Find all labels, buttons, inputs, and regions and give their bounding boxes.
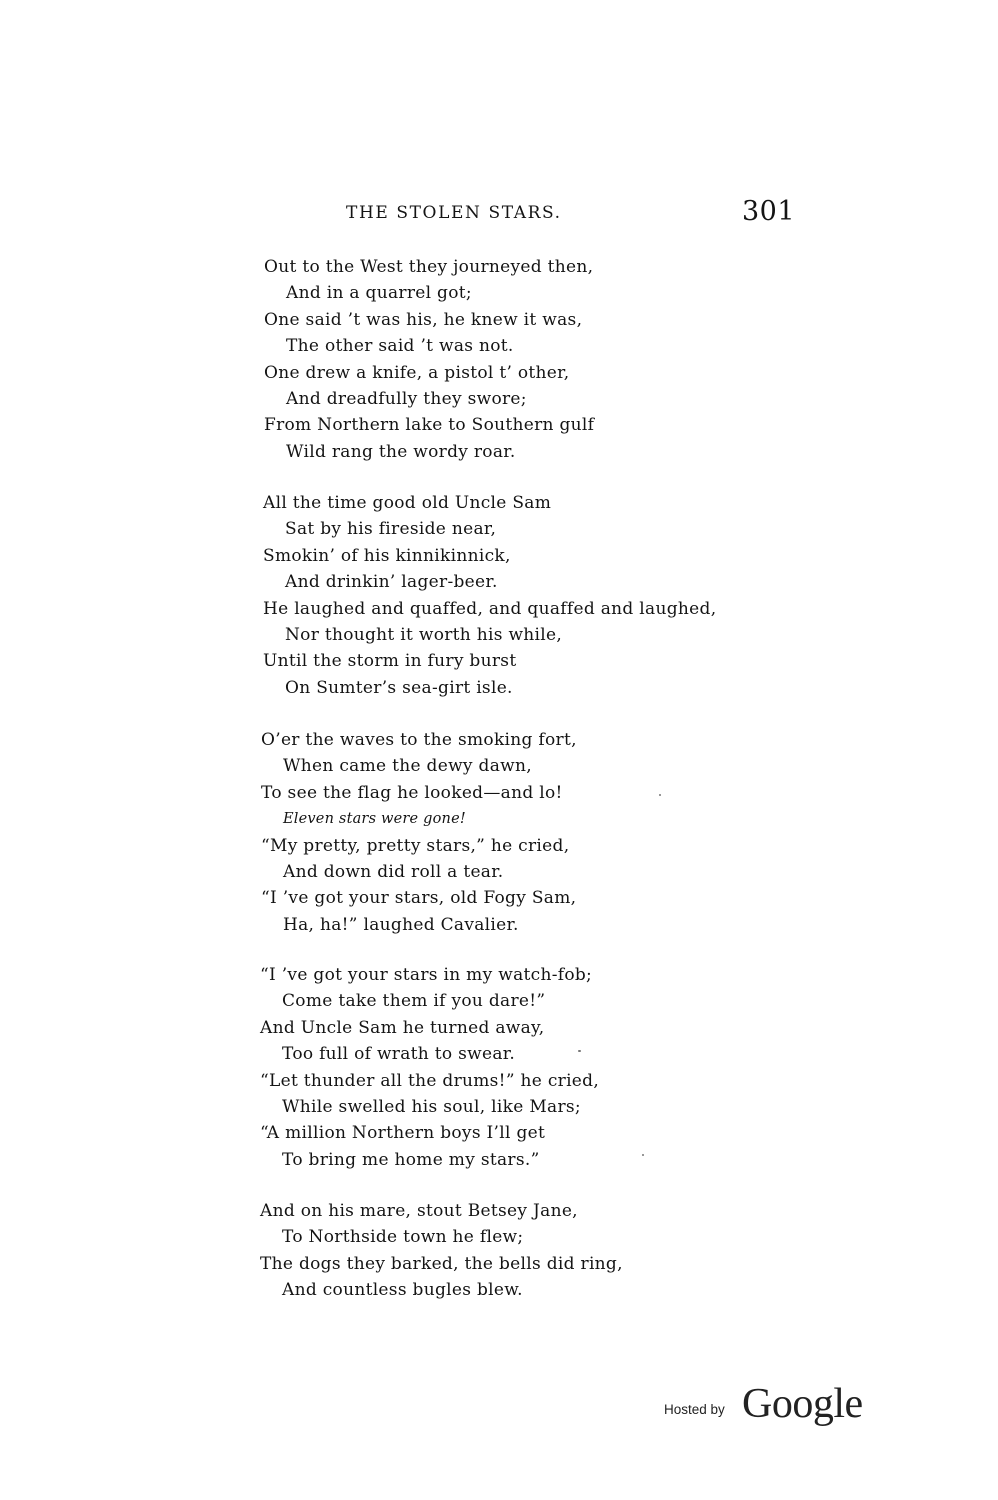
verse-line: Nor thought it worth his while, bbox=[285, 624, 563, 645]
scan-speck bbox=[578, 1050, 581, 1052]
verse-line: From Northern lake to Southern gulf bbox=[264, 415, 595, 436]
stanza-3 bbox=[261, 727, 577, 938]
verse-line: One drew a knife, a pistol t’ other, bbox=[264, 362, 570, 383]
hosted-by-text: Hosted by bbox=[664, 1402, 725, 1417]
verse-line: And on his mare, stout Betsey Jane, bbox=[260, 1201, 578, 1221]
verse-line-italic: Eleven stars were gone! bbox=[283, 811, 466, 828]
verse-line: All the time good old Uncle Sam bbox=[263, 493, 552, 513]
verse-line: “I ’ve got your stars, old Fogy Sam, bbox=[261, 888, 577, 909]
verse-line: On Sumter’s sea-girt isle. bbox=[285, 677, 513, 698]
verse-line: “I ’ve got your stars in my watch-fob; bbox=[260, 965, 593, 985]
scan-speck bbox=[659, 794, 661, 796]
verse-line: Out to the West they journeyed then, bbox=[264, 257, 594, 277]
verse-line: Ha, ha!” laughed Cavalier. bbox=[283, 914, 519, 935]
verse-line: To see the flag he looked—and lo! bbox=[261, 782, 563, 803]
page-number: 301 bbox=[742, 196, 796, 227]
verse-line: And drinkin’ lager-beer. bbox=[285, 572, 498, 593]
verse-line: “Let thunder all the drums!” he cried, bbox=[260, 1070, 600, 1091]
verse-line: Until the storm in fury burst bbox=[263, 651, 517, 672]
google-wordmark: Google bbox=[742, 1381, 863, 1427]
running-title: THE STOLEN STARS. bbox=[346, 203, 562, 223]
verse-line: The other said ’t was not. bbox=[286, 336, 514, 357]
verse-line: To bring me home my stars.” bbox=[282, 1149, 540, 1170]
verse-line: “A million Northern boys I’ll get bbox=[260, 1123, 546, 1144]
stanza-1 bbox=[264, 254, 594, 465]
verse-line: And dreadfully they swore; bbox=[286, 388, 527, 409]
stanza-2 bbox=[263, 490, 716, 701]
verse-line: O’er the waves to the smoking fort, bbox=[261, 730, 577, 750]
verse-line: Come take them if you dare!” bbox=[282, 991, 546, 1012]
verse-line: He laughed and quaffed, and quaffed and laughed, bbox=[263, 598, 717, 619]
verse-line: And in a quarrel got; bbox=[286, 283, 472, 304]
verse-line: When came the dewy dawn, bbox=[283, 756, 532, 777]
stanza-4 bbox=[260, 962, 599, 1173]
scan-speck bbox=[642, 1154, 644, 1156]
stanza-5 bbox=[260, 1198, 623, 1304]
verse-line: Too full of wrath to swear. bbox=[282, 1044, 516, 1065]
verse-line: To Northside town he flew; bbox=[282, 1227, 524, 1248]
verse-line: The dogs they barked, the bells did ring, bbox=[260, 1253, 623, 1274]
verse-line: Sat by his fireside near, bbox=[285, 519, 497, 540]
verse-line: “My pretty, pretty stars,” he cried, bbox=[261, 835, 570, 856]
verse-line: One said ’t was his, he knew it was, bbox=[264, 309, 583, 330]
verse-line: Wild rang the wordy roar. bbox=[286, 441, 516, 462]
verse-line: And down did roll a tear. bbox=[283, 861, 504, 882]
verse-line: And Uncle Sam he turned away, bbox=[260, 1017, 545, 1038]
verse-line: And countless bugles blew. bbox=[282, 1280, 523, 1301]
verse-line: Smokin’ of his kinnikinnick, bbox=[263, 545, 511, 566]
verse-line: While swelled his soul, like Mars; bbox=[282, 1096, 581, 1117]
